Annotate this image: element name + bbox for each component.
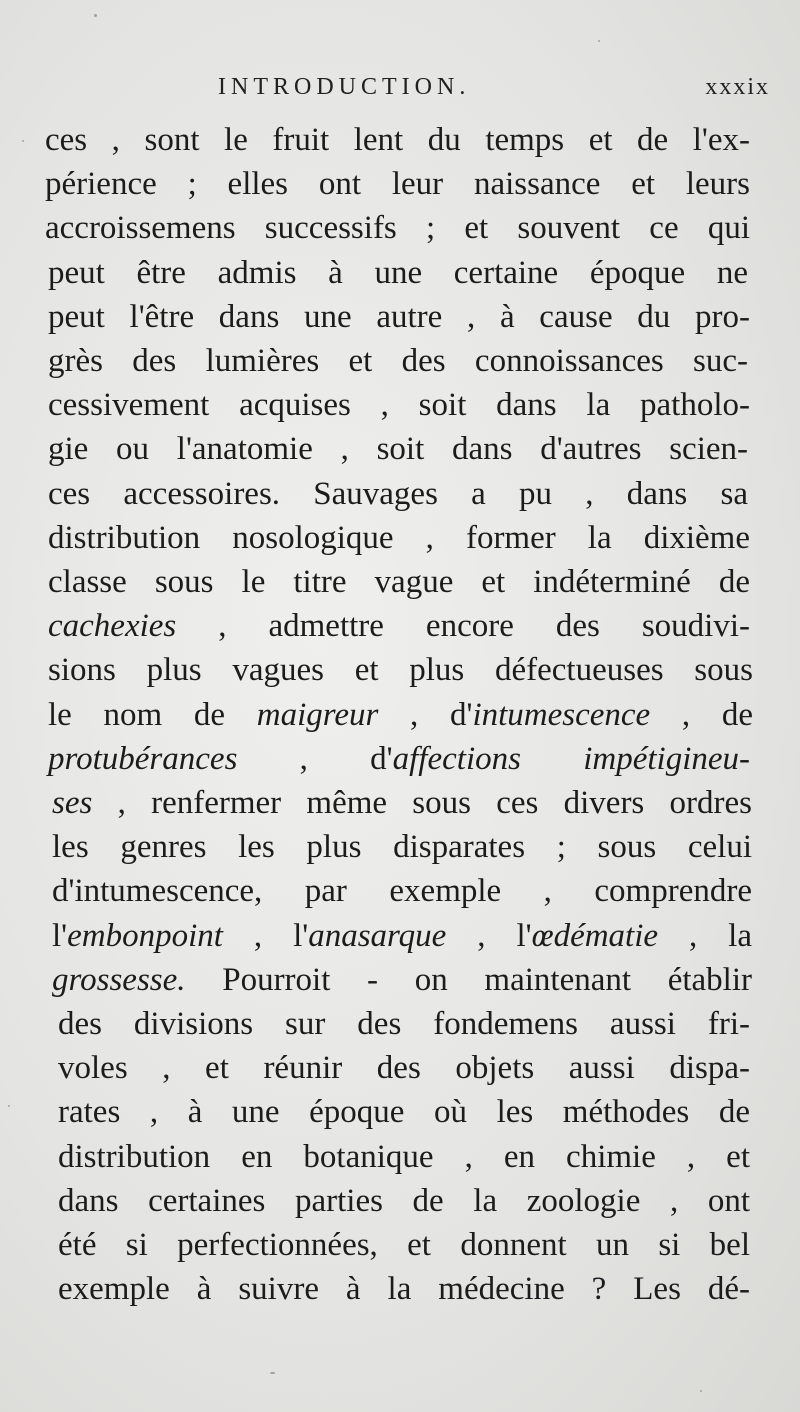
- italic-term: cachexies: [48, 608, 177, 645]
- text-segment: , d': [378, 696, 473, 733]
- text-segment: peut l'être dans une autre , à cause du pro-: [48, 298, 750, 335]
- text-segment: classe sous le titre vague et indéterminé de: [48, 564, 750, 600]
- text-segment: l': [52, 917, 68, 954]
- italic-term: protubérances: [48, 740, 238, 777]
- text-line: [45, 162, 750, 206]
- text-segment: peut être admis à une certaine époque ne: [48, 254, 748, 291]
- text-segment: , d': [237, 740, 393, 777]
- text-line: [52, 869, 752, 913]
- text-segment: rates , à une époque où les méthodes de: [58, 1094, 750, 1131]
- text-segment: Pourroit - on maintenant établir: [185, 961, 752, 998]
- text-segment: ces accessoires. Sauvages a pu , dans sa: [48, 475, 748, 512]
- page-number: xxxix: [705, 74, 770, 100]
- text-segment: accroissemens successifs ; et souvent ce qui: [45, 210, 750, 247]
- text-line: [45, 118, 750, 162]
- text-segment: grès des lumières et des connoissances suc-: [48, 343, 748, 379]
- text-segment: distribution nosologique , former la dixième: [48, 519, 750, 556]
- text-line: [58, 1135, 750, 1179]
- italic-term: grossesse.: [52, 961, 186, 998]
- page-header: [0, 70, 800, 110]
- text-line: [58, 1090, 750, 1134]
- text-segment: des divisions sur des fondemens aussi fri-: [58, 1006, 750, 1042]
- text-segment: distribution en botanique , en chimie , et: [58, 1138, 750, 1175]
- text-segment: dans certaines parties de la zoologie , ont: [58, 1182, 750, 1219]
- text-line: [45, 206, 750, 250]
- text-segment: les genres les plus disparates ; sous celui: [52, 829, 752, 866]
- text-line: [58, 1046, 750, 1090]
- text-segment: ces , sont le fruit lent du temps et de l'ex-: [45, 122, 750, 158]
- text-line: [48, 383, 750, 427]
- text-line: [48, 693, 753, 737]
- italic-term: anasarque: [308, 917, 447, 954]
- text-line: [52, 825, 752, 869]
- italic-term: embonpoint: [67, 917, 223, 954]
- text-line: [58, 1002, 750, 1046]
- text-segment: gie ou l'anatomie , soit dans d'autres scien-: [48, 431, 748, 468]
- text-line: [58, 1179, 750, 1223]
- text-line: [48, 472, 748, 516]
- text-segment: été si perfectionnées, et donnent un si bel: [58, 1227, 750, 1263]
- text-line: [48, 516, 750, 560]
- text-segment: , de: [650, 696, 753, 733]
- text-segment: , la: [658, 917, 752, 954]
- text-line: [48, 560, 750, 604]
- text-line: [48, 604, 750, 648]
- text-line: [48, 251, 748, 295]
- text-segment: périence ; elles ont leur naissance et leurs: [45, 166, 750, 203]
- italic-term: œdématie: [531, 917, 659, 954]
- text-line: [48, 295, 750, 339]
- text-segment: , admettre encore des soudivi-: [176, 608, 750, 645]
- text-line: [52, 958, 752, 1002]
- text-segment: , l': [222, 917, 309, 954]
- text-line: [58, 1223, 750, 1267]
- text-segment: , l': [446, 917, 532, 954]
- text-segment: exemple à suivre à la médecine ? Les dé-: [58, 1271, 750, 1308]
- text-line: [48, 339, 748, 383]
- text-line: [48, 427, 748, 471]
- text-line: [52, 781, 752, 825]
- text-line: [58, 1267, 750, 1311]
- text-segment: cessivement acquises , soit dans la patholo-: [48, 387, 750, 424]
- text-segment: d'intumescence, par exemple , comprendre: [52, 873, 752, 910]
- italic-term: maigreur: [256, 696, 379, 733]
- text-segment: sions plus vagues et plus défectueuses sous: [48, 652, 753, 689]
- text-line: [52, 914, 752, 958]
- text-line: [48, 648, 753, 692]
- text-line: [48, 737, 750, 781]
- italic-term: ses: [52, 785, 93, 821]
- text-segment: , renfermer même sous ces divers ordres: [92, 785, 752, 821]
- running-head: INTRODUCTION.: [218, 74, 471, 100]
- text-segment: le nom de: [48, 696, 257, 733]
- text-segment: voles , et réunir des objets aussi dispa-: [58, 1050, 750, 1087]
- italic-term: affections impétigineu-: [392, 740, 750, 777]
- italic-term: intumescence: [472, 696, 651, 733]
